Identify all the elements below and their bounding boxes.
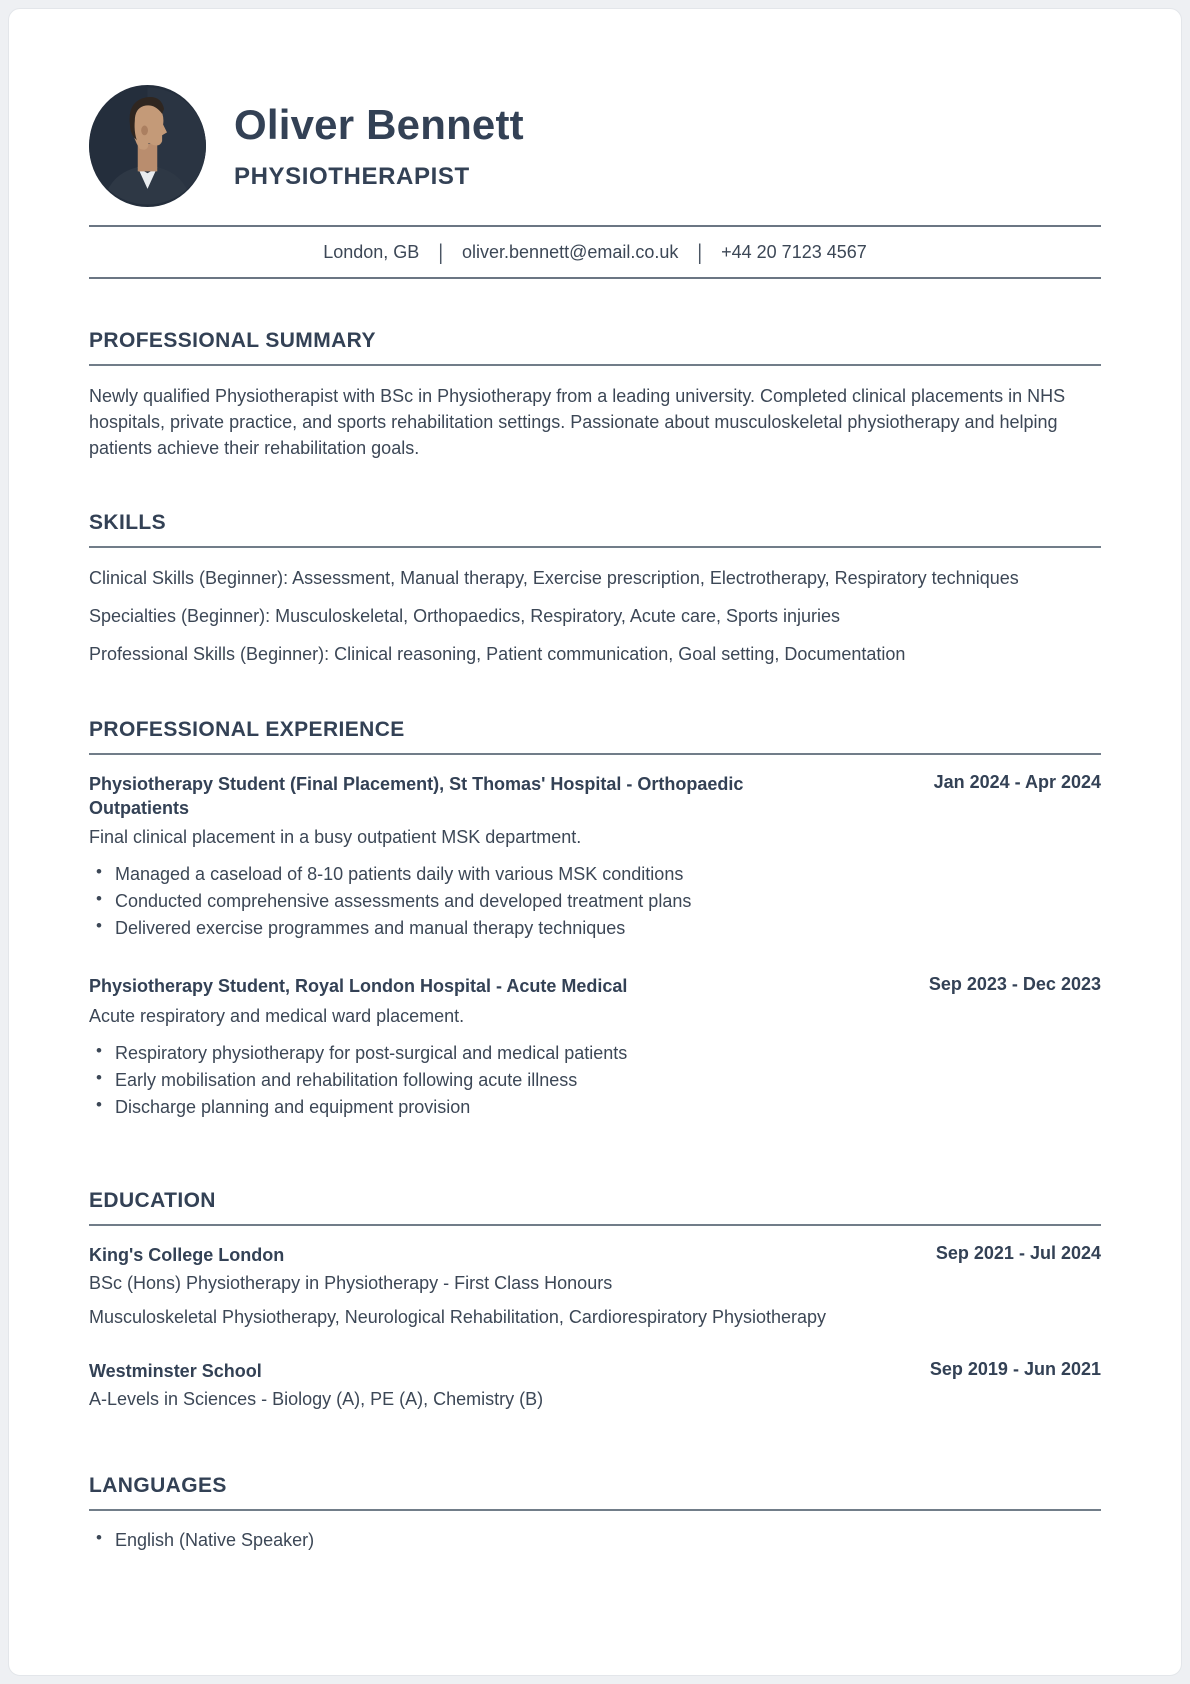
experience-entry xyxy=(89,974,1101,1120)
section-heading: PROFESSIONAL EXPERIENCE xyxy=(89,717,405,741)
degree: BSc (Hons) Physiotherapy in Physiotherapy - First Class Honours xyxy=(89,1273,613,1294)
experience-entry xyxy=(89,772,1101,943)
education-dates: Sep 2019 - Jun 2021 xyxy=(929,1358,1101,1379)
section-professional-summary xyxy=(89,329,1101,461)
summary-text: Newly qualified Physiotherapist with BSc in Physiotherapy from a leading university. Completed clinical placements in NHS hospitals, private practice, and sports rehabilitation settings. Passionate about musculoskeletal physiotherapy and helping patients achieve their rehabilitation goals. xyxy=(89,386,1066,459)
resume-card xyxy=(8,8,1182,1676)
job-bullet: • Respiratory physiotherapy for post-surgical and medical patients xyxy=(89,1040,1101,1067)
skill-group: Specialties (Beginner): Musculoskeletal, Orthopaedics, Respiratory, Acute care, Sports injuries xyxy=(89,606,841,627)
section-heading: EDUCATION xyxy=(89,1188,216,1212)
language-item: • English (Native Speaker) xyxy=(89,1527,1101,1554)
job-bullet: • Managed a caseload of 8-10 patients daily with various MSK conditions xyxy=(89,861,1101,888)
school-name: Westminster School xyxy=(89,1360,262,1381)
job-bullet-list xyxy=(89,1040,1101,1121)
school-name: King's College London xyxy=(89,1244,285,1265)
section-heading: PROFESSIONAL SUMMARY xyxy=(89,329,376,352)
job-bullet: • Delivered exercise programmes and manual therapy techniques xyxy=(89,915,1101,942)
job-dates: Jan 2024 - Apr 2024 xyxy=(933,771,1101,792)
section-education xyxy=(89,1189,1101,1412)
section-divider xyxy=(89,546,1101,548)
person-portrait-icon xyxy=(89,85,206,207)
contact-location: London, GB xyxy=(323,242,420,262)
header xyxy=(89,85,1101,207)
contact-separator: | xyxy=(438,239,443,265)
contact-divider xyxy=(89,277,1101,279)
section-skills xyxy=(89,511,1101,667)
section-heading: LANGUAGES xyxy=(89,1473,227,1497)
section-heading: SKILLS xyxy=(89,511,167,535)
job-bullet: • Early mobilisation and rehabilitation following acute illness xyxy=(89,1067,1101,1094)
education-dates: Sep 2021 - Jul 2024 xyxy=(935,1242,1101,1263)
contact-phone: +44 20 7123 4567 xyxy=(721,242,867,262)
person-job-title: PHYSIOTHERAPIST xyxy=(234,163,470,190)
job-bullet-list xyxy=(89,861,1101,942)
contact-email: oliver.bennett@email.co.uk xyxy=(462,242,679,262)
education-entry xyxy=(89,1359,1101,1412)
section-divider xyxy=(89,1224,1101,1226)
job-title: Physiotherapy Student, Royal London Hospital - Acute Medical xyxy=(89,976,628,997)
job-bullet: • Conducted comprehensive assessments and developed treatment plans xyxy=(89,888,1101,915)
job-dates: Sep 2023 - Dec 2023 xyxy=(928,974,1101,995)
section-divider xyxy=(89,364,1101,366)
degree: A-Levels in Sciences - Biology (A), PE (A), Chemistry (B) xyxy=(89,1388,544,1409)
contact-bar xyxy=(89,227,1101,277)
section-divider xyxy=(89,753,1101,755)
section-divider xyxy=(89,1509,1101,1511)
section-languages xyxy=(89,1474,1101,1554)
job-bullet: • Discharge planning and equipment provision xyxy=(89,1094,1101,1121)
person-name: Oliver Bennett xyxy=(234,101,524,148)
job-title: Physiotherapy Student (Final Placement), St Thomas' Hospital - Orthopaedic Outpatients xyxy=(89,773,744,818)
education-entry xyxy=(89,1243,1101,1331)
profile-photo xyxy=(89,85,206,207)
job-description: Final clinical placement in a busy outpatient MSK department. xyxy=(89,827,582,848)
section-professional-experience xyxy=(89,718,1101,1121)
header-text xyxy=(234,101,524,191)
contact-separator: | xyxy=(697,239,703,265)
language-list xyxy=(89,1527,1101,1554)
skill-group: Professional Skills (Beginner): Clinical reasoning, Patient communication, Goal setting, Documentation xyxy=(89,644,906,665)
job-description: Acute respiratory and medical ward placement. xyxy=(89,1005,465,1026)
skill-group: Clinical Skills (Beginner): Assessment, Manual therapy, Exercise prescription, Electrotherapy, Respiratory techniques xyxy=(89,568,1019,589)
coursework: Musculoskeletal Physiotherapy, Neurological Rehabilitation, Cardiorespiratory Physiotherapy xyxy=(89,1307,827,1328)
